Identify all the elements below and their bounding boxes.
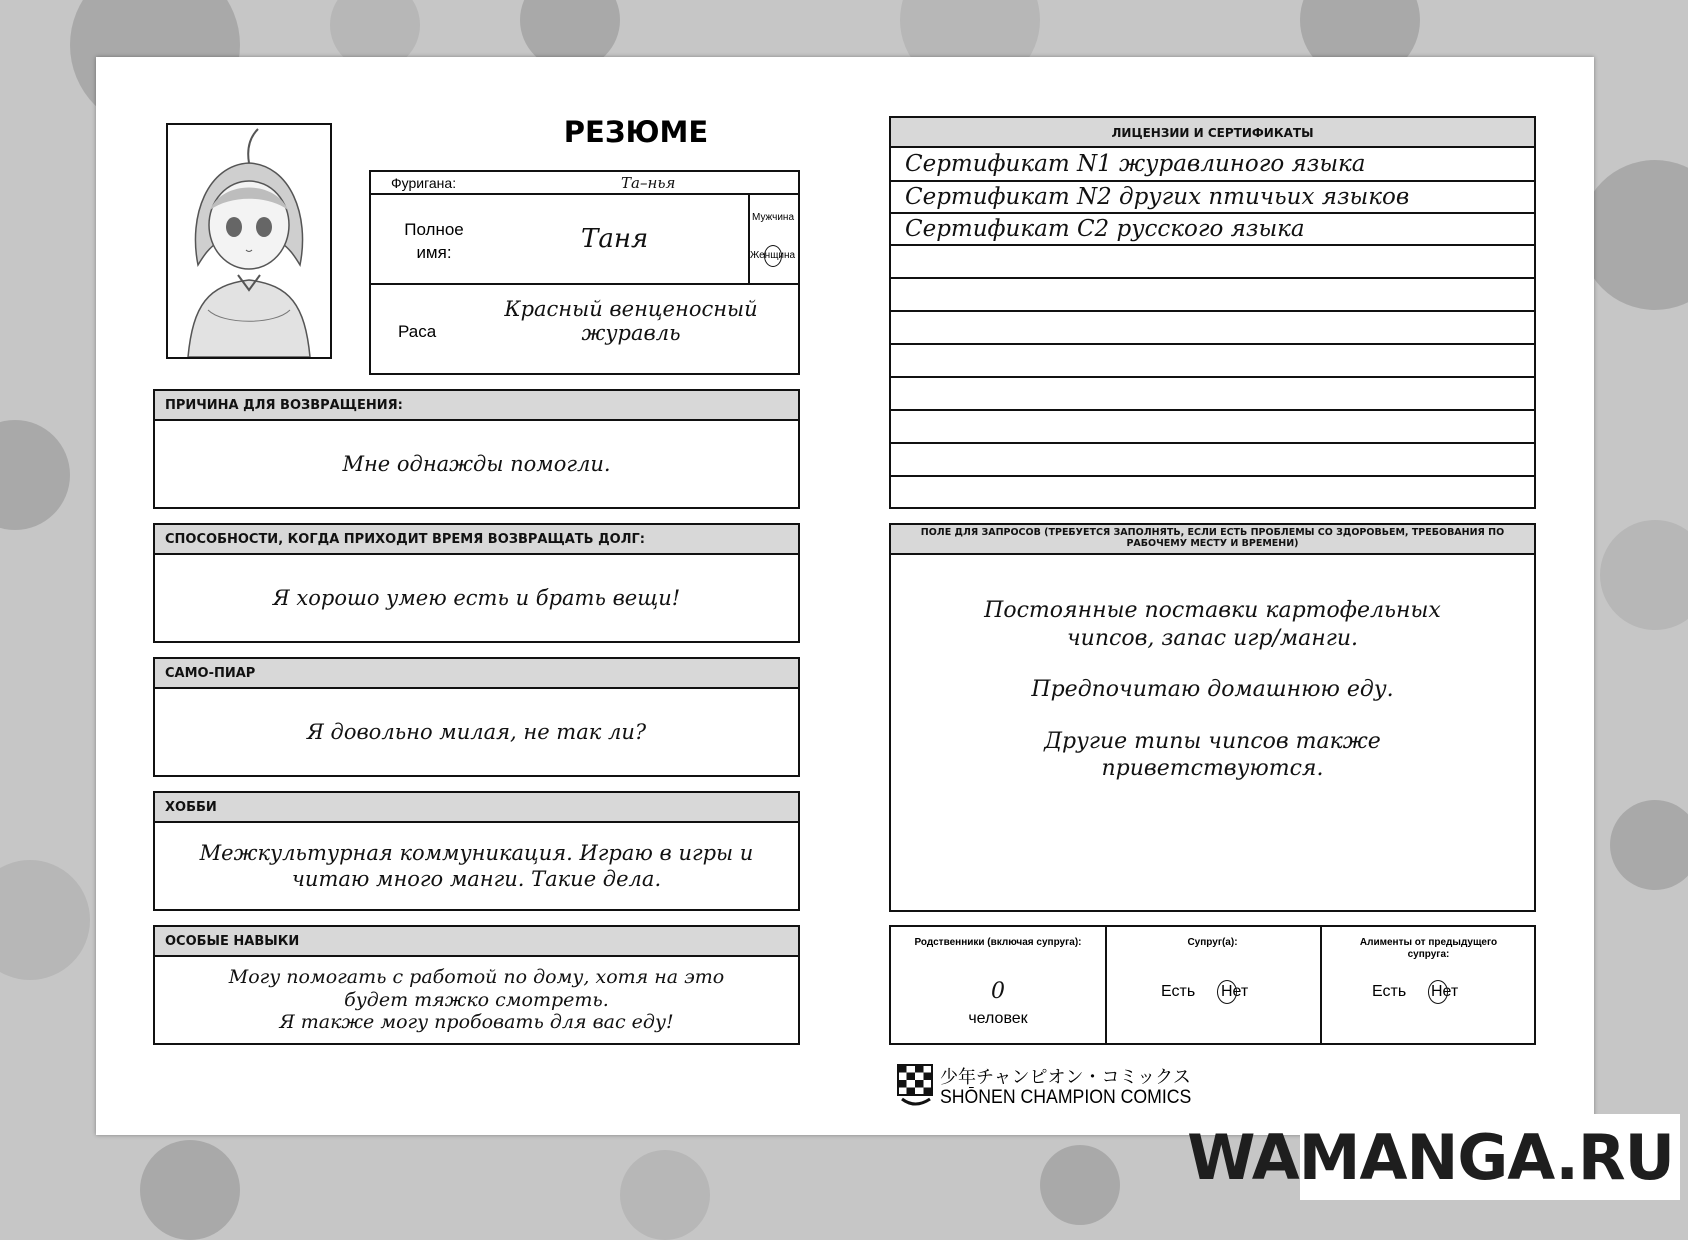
publisher-name-en: SHŌNEN CHAMPION COMICS — [940, 1087, 1192, 1108]
furigana-label: Фуригана: — [391, 175, 457, 191]
bg-bubble — [620, 1150, 710, 1240]
licenses-box — [889, 116, 1536, 509]
table-row-line — [891, 180, 1534, 182]
section-value: Межкультурная коммуникация. Играю в игры и читаю много манги. Такие дела. — [199, 840, 754, 891]
gender-female-option[interactable]: Женщина — [750, 250, 796, 261]
section-value: Я довольно милая, не так ли? — [306, 719, 647, 744]
table-row-line — [891, 343, 1534, 345]
table-row-line — [891, 442, 1534, 444]
relatives-value: 0 — [991, 979, 1005, 1004]
section-header: САМО-ПИАР — [155, 659, 798, 689]
return-reason-section — [153, 389, 800, 509]
bg-bubble — [0, 860, 90, 980]
abilities-section — [153, 523, 800, 643]
spouse-no-option[interactable]: Нет — [1221, 983, 1249, 1000]
divider — [371, 193, 798, 195]
bg-bubble — [1040, 1145, 1120, 1225]
section-value: Я хорошо умею есть и брать вещи! — [272, 585, 681, 610]
license-item: Сертификат N2 других птичьих языков — [905, 184, 1410, 210]
full-name-label — [389, 219, 479, 265]
full-name-label-line1: Полное — [404, 220, 464, 239]
bg-bubble — [140, 1140, 240, 1240]
spouse-no-circle — [1217, 980, 1237, 1004]
alimony-yes-option[interactable]: Есть — [1372, 983, 1407, 1000]
request-paragraph: Другие типы чипсов также приветствуются. — [1044, 728, 1381, 781]
license-item: Сертификат С2 русского языка — [905, 216, 1305, 242]
full-name-label-line2: имя: — [416, 242, 452, 262]
alimony-label: Алименты от предыдущего супруга: — [1359, 937, 1498, 960]
requests-box — [889, 523, 1536, 912]
self-pr-section — [153, 657, 800, 777]
spouse-yes-option[interactable]: Есть — [1161, 983, 1196, 1000]
publisher-logo — [896, 1063, 1216, 1113]
race-label: Раса — [398, 322, 437, 341]
requests-header: ПОЛЕ ДЛЯ ЗАПРОСОВ (ТРЕБУЕТСЯ ЗАПОЛНЯТЬ, ЕСЛИ ЕСТЬ ПРОБЛЕМЫ СО ЗДОРОВЬЕМ, ТРЕБОВАНИЯ ПО РАБОЧЕМУ МЕСТУ И ВРЕМЕНИ) — [891, 525, 1534, 555]
request-paragraph: Предпочитаю домашнюю еду. — [1031, 677, 1394, 702]
section-header: СПОСОБНОСТИ, КОГДА ПРИХОДИТ ВРЕМЯ ВОЗВРАЩАТЬ ДОЛГ: — [155, 525, 798, 555]
hobbies-section — [153, 791, 800, 911]
furigana-value: Та–нья — [621, 174, 676, 192]
family-divider — [1320, 927, 1322, 1043]
section-value: Мне однажды помогли. — [342, 451, 611, 476]
full-name-value: Таня — [581, 224, 649, 254]
section-header: ОСОБЫЕ НАВЫКИ — [155, 927, 798, 957]
resume-sheet — [96, 57, 1594, 1135]
relatives-label: Родственники (включая супруга): — [914, 937, 1082, 948]
relatives-unit: человек — [968, 1010, 1028, 1027]
watermark: WAMANGA.RU — [1300, 1114, 1680, 1200]
table-row-line — [891, 277, 1534, 279]
divider — [371, 283, 798, 285]
family-box — [889, 925, 1536, 1045]
gender-female-circle — [764, 245, 782, 267]
girl-portrait-icon — [168, 125, 330, 357]
personal-info-box — [369, 170, 800, 375]
bg-bubble — [1580, 160, 1688, 310]
section-header: ХОББИ — [155, 793, 798, 823]
license-item: Сертификат N1 журавлиного языка — [905, 151, 1366, 177]
section-header: ПРИЧИНА ДЛЯ ВОЗВРАЩЕНИЯ: — [155, 391, 798, 421]
race-value: Красный венценосный журавль — [504, 297, 758, 346]
gender-male-option[interactable]: Мужчина — [752, 212, 795, 223]
checkered-flag-icon — [896, 1063, 936, 1109]
bg-bubble — [0, 420, 70, 530]
bg-bubble — [1600, 520, 1688, 630]
licenses-header: ЛИЦЕНЗИИ И СЕРТИФИКАТЫ — [891, 118, 1534, 148]
table-row-line — [891, 212, 1534, 214]
table-row-line — [891, 475, 1534, 477]
spouse-label: Супруг(а): — [1187, 937, 1238, 948]
bg-bubble — [1610, 800, 1688, 890]
gender-divider — [748, 193, 750, 283]
table-row-line — [891, 376, 1534, 378]
special-skills-section — [153, 925, 800, 1045]
page-title: РЕЗЮМЕ — [563, 115, 709, 149]
requests-text — [891, 597, 1534, 783]
alimony-no-option[interactable]: Нет — [1431, 983, 1459, 1000]
table-row-line — [891, 244, 1534, 246]
publisher-name-jp: 少年チャンピオン・コミックス — [940, 1067, 1191, 1087]
portrait-photo — [166, 123, 332, 359]
request-paragraph: Постоянные поставки картофельных чипсов, запас игр/манги. — [984, 598, 1441, 651]
table-row-line — [891, 310, 1534, 312]
alimony-no-circle — [1428, 980, 1448, 1004]
section-value: Могу помогать с работой по дому, хотя на это будет тяжко смотреть. Я также могу пробовать для вас еду! — [228, 965, 725, 1034]
table-row-line — [891, 409, 1534, 411]
